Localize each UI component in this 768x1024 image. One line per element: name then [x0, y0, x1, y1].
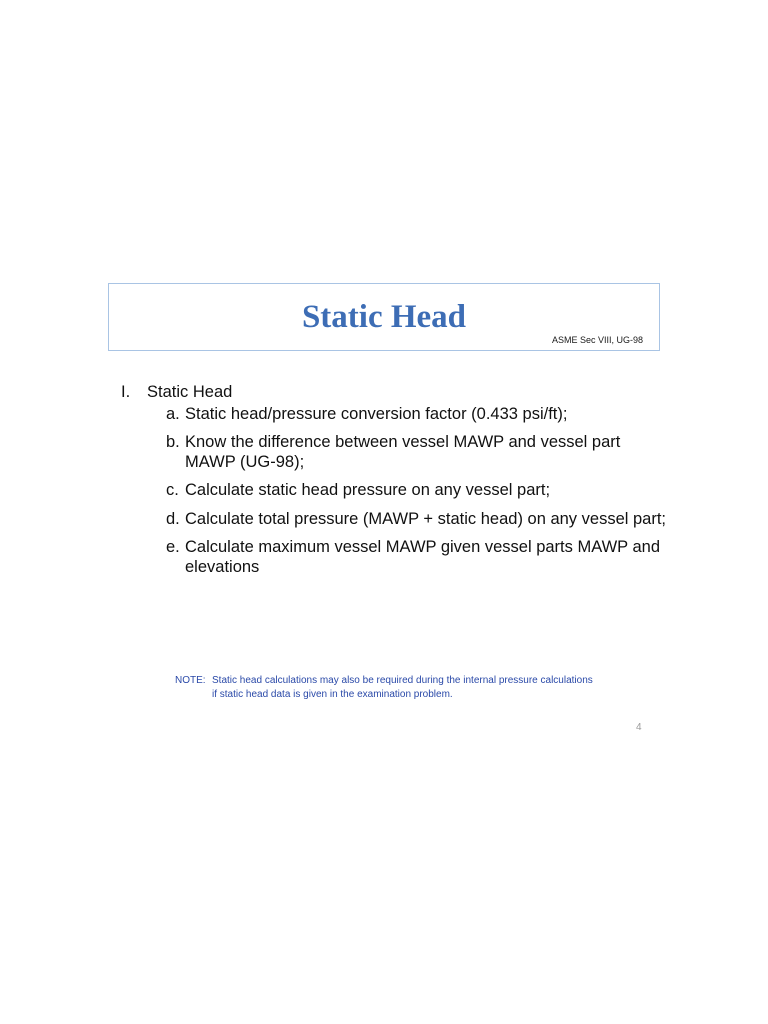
item-text: Calculate maximum vessel MAWP given vessel parts MAWP and elevations: [185, 538, 660, 576]
note-row: [175, 674, 655, 688]
section-number: I.: [121, 383, 131, 401]
item-text: Calculate static head pressure on any vessel part;: [185, 481, 551, 499]
item-list: [121, 405, 666, 578]
item-letter: d.: [166, 509, 180, 528]
note-label: NOTE:: [175, 675, 206, 686]
item-letter: a.: [166, 404, 180, 423]
section-heading: [121, 383, 666, 403]
note-text-line-1: Static head calculations may also be required during the internal pressure calculations: [212, 675, 593, 686]
list-item: [166, 481, 666, 501]
item-text: Know the difference between vessel MAWP and vessel part MAWP (UG-98);: [185, 433, 621, 471]
code-reference: ASME Sec VIII, UG-98: [551, 335, 643, 345]
item-letter: b.: [166, 433, 180, 451]
section-title: Static Head: [147, 383, 233, 401]
page-number: 4: [636, 722, 642, 733]
title-box: [108, 283, 660, 351]
outline: [121, 383, 666, 586]
note: [175, 674, 655, 702]
item-text: Static head/pressure conversion factor (0.433 psi/ft);: [185, 404, 568, 423]
item-letter: c.: [166, 481, 179, 499]
list-item: [166, 510, 666, 530]
list-item: [166, 405, 666, 425]
list-item: [166, 538, 666, 577]
note-text-line-2: if static head data is given in the examination problem.: [212, 689, 453, 700]
page-title: Static Head: [301, 299, 467, 335]
item-letter: e.: [166, 538, 180, 556]
list-item: [166, 433, 666, 472]
item-text: Calculate total pressure (MAWP + static head) on any vessel part;: [185, 509, 667, 528]
